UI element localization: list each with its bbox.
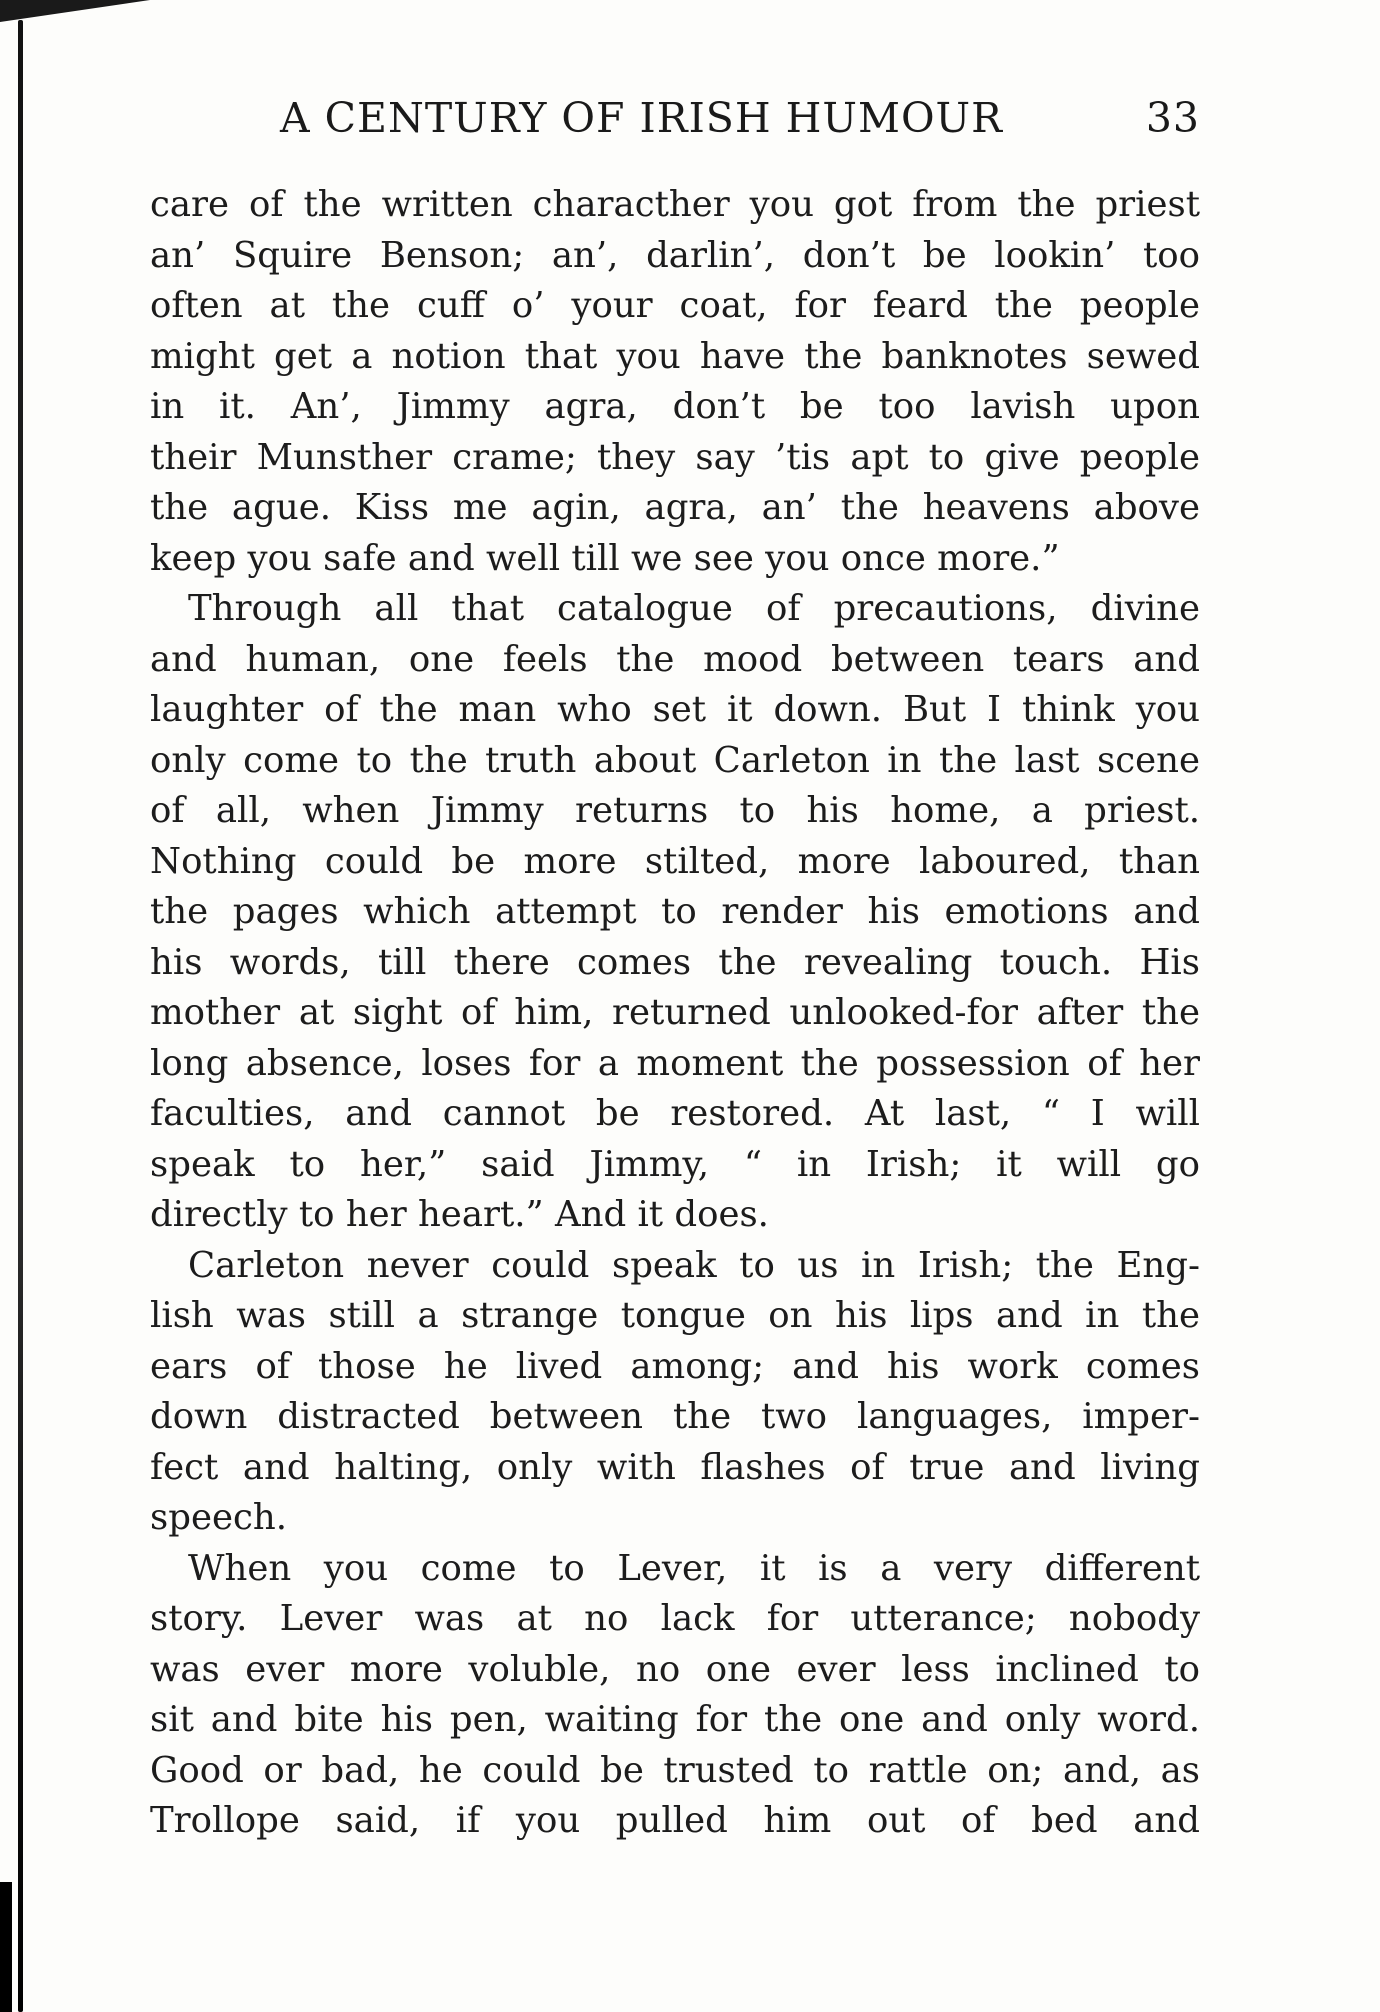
text-line: Good or bad, he could be trusted to rattle on; and, as <box>150 1749 1200 1791</box>
paragraph-first-line: Through all that catalogue of precautions, divine <box>188 588 1200 629</box>
page-number: 33 <box>1145 94 1200 142</box>
text-line: the ague. Kiss me agin, agra, an’ the heavens above <box>150 487 1200 528</box>
text-line: mother at sight of him, returned unlooked-for after the <box>150 992 1200 1033</box>
scan-bottom-mark <box>0 1882 12 2012</box>
text-line: faculties, and cannot be restored. At last, “ I will <box>150 1093 1200 1134</box>
text-line: keep you safe and well till we see you once more.” <box>150 537 1060 579</box>
text-line: speak to her,” said Jimmy, “ in Irish; it will go <box>150 1143 1200 1185</box>
text-line: in it. An’, Jimmy agra, don’t be too lavish upon <box>150 386 1200 427</box>
text-line: directly to her heart.” And it does. <box>150 1194 769 1235</box>
text-line: speech. <box>150 1497 287 1538</box>
paragraph-first-line: Carleton never could speak to us in Irish; the Eng- <box>188 1244 1200 1286</box>
text-line: Trollope said, if you pulled him out of bed and <box>150 1800 1200 1841</box>
spine-line <box>18 20 23 2012</box>
text-line: ears of those he lived among; and his work comes <box>150 1345 1200 1387</box>
text-line: laughter of the man who set it down. But I think you <box>150 689 1200 730</box>
text-line: lish was still a strange tongue on his lips and in the <box>150 1295 1200 1336</box>
text-line: Nothing could be more stilted, more laboured, than <box>150 840 1200 882</box>
scan-corner-mark <box>0 0 150 22</box>
text-line: often at the cuff o’ your coat, for feard the people <box>150 285 1200 326</box>
body-text <box>150 180 1200 1847</box>
text-line: and human, one feels the mood between tears and <box>150 638 1200 680</box>
text-line: fect and halting, only with flashes of true and living <box>150 1446 1200 1488</box>
text-line: of all, when Jimmy returns to his home, a priest. <box>150 790 1200 831</box>
text-line: only come to the truth about Carleton in the last scene <box>150 739 1200 781</box>
text-line: was ever more voluble, no one ever less inclined to <box>150 1648 1200 1690</box>
running-title: A CENTURY OF IRISH HUMOUR <box>280 94 1003 142</box>
text-line: long absence, loses for a moment the possession of her <box>150 1042 1200 1084</box>
text-line: down distracted between the two languages, imper- <box>150 1396 1200 1437</box>
text-line: might get a notion that you have the banknotes sewed <box>150 335 1200 377</box>
paragraph-first-line: When you come to Lever, it is a very different <box>188 1547 1200 1589</box>
binding-edge <box>0 0 40 2012</box>
text-line: sit and bite his pen, waiting for the one and only word. <box>150 1699 1200 1740</box>
running-head <box>150 94 1200 154</box>
text-line: story. Lever was at no lack for utterance; nobody <box>150 1598 1200 1639</box>
text-line: his words, till there comes the revealing touch. His <box>150 941 1200 983</box>
text-line: their Munsther crame; they say ’tis apt to give people <box>150 436 1200 478</box>
text-line: care of the written characther you got from the priest <box>150 184 1200 225</box>
text-line: the pages which attempt to render his emotions and <box>150 891 1200 932</box>
text-line: an’ Squire Benson; an’, darlin’, don’t be lookin’ too <box>150 234 1200 276</box>
